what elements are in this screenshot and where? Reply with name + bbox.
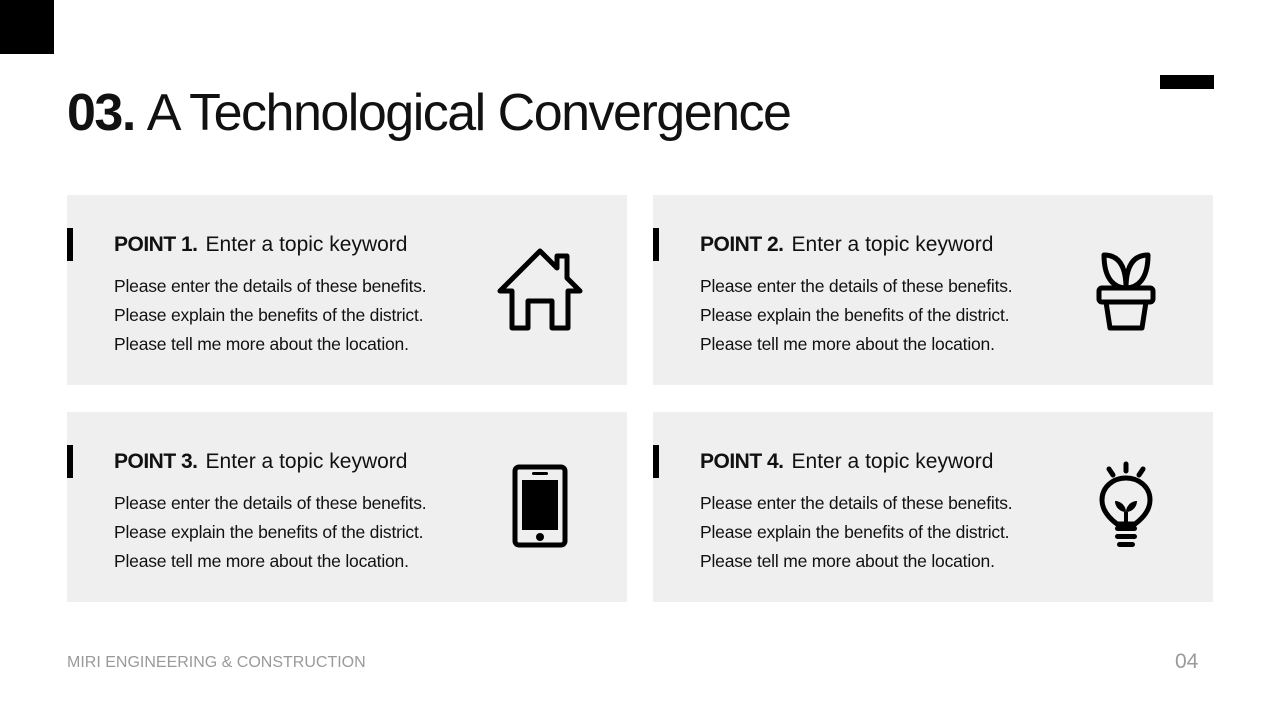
- card-accent-bar: [67, 228, 73, 261]
- detail-line: Please explain the benefits of the district.: [114, 305, 424, 325]
- point-label: POINT 1.: [114, 233, 198, 256]
- point-card-1: [67, 195, 627, 385]
- footer-company-name: MIRI ENGINEERING & CONSTRUCTION: [67, 654, 366, 671]
- point-keyword: Enter a topic keyword: [205, 450, 408, 473]
- corner-square-decoration: [0, 0, 54, 54]
- point-details: [700, 489, 1012, 576]
- point-keyword: Enter a topic keyword: [791, 233, 994, 256]
- detail-line: Please explain the benefits of the district.: [700, 305, 1010, 325]
- card-accent-bar: [653, 228, 659, 261]
- point-label: POINT 3.: [114, 450, 198, 473]
- point-details: [114, 272, 426, 359]
- card-accent-bar: [67, 445, 73, 478]
- point-keyword: Enter a topic keyword: [205, 233, 408, 256]
- detail-line: Please tell me more about the location.: [700, 551, 995, 571]
- card-accent-bar: [653, 445, 659, 478]
- point-heading: [700, 448, 993, 476]
- point-keyword: Enter a topic keyword: [791, 450, 994, 473]
- point-card-2: [653, 195, 1213, 385]
- point-card-3: [67, 412, 627, 602]
- detail-line: Please tell me more about the location.: [114, 334, 409, 354]
- plant-pot-icon: [1076, 243, 1176, 343]
- point-heading: [700, 231, 993, 259]
- point-details: [700, 272, 1012, 359]
- point-label: POINT 4.: [700, 450, 784, 473]
- slide-title-text: A Technological Convergence: [146, 84, 791, 142]
- detail-line: Please explain the benefits of the district.: [114, 522, 424, 542]
- point-card-4: [653, 412, 1213, 602]
- slide-title-number: 03.: [67, 84, 135, 142]
- point-heading: [114, 231, 407, 259]
- slide-title: [67, 82, 790, 144]
- detail-line: Please enter the details of these benefits.: [114, 493, 427, 513]
- corner-bar-decoration: [1160, 75, 1214, 89]
- page-number: 04: [1175, 650, 1199, 673]
- smartphone-icon: [490, 460, 590, 560]
- point-details: [114, 489, 426, 576]
- detail-line: Please explain the benefits of the district.: [700, 522, 1010, 542]
- house-icon: [490, 243, 590, 343]
- detail-line: Please tell me more about the location.: [114, 551, 409, 571]
- detail-line: Please enter the details of these benefits.: [700, 276, 1013, 296]
- lightbulb-icon: [1076, 460, 1176, 560]
- detail-line: Please tell me more about the location.: [700, 334, 995, 354]
- point-label: POINT 2.: [700, 233, 784, 256]
- detail-line: Please enter the details of these benefits.: [700, 493, 1013, 513]
- point-heading: [114, 448, 407, 476]
- detail-line: Please enter the details of these benefits.: [114, 276, 427, 296]
